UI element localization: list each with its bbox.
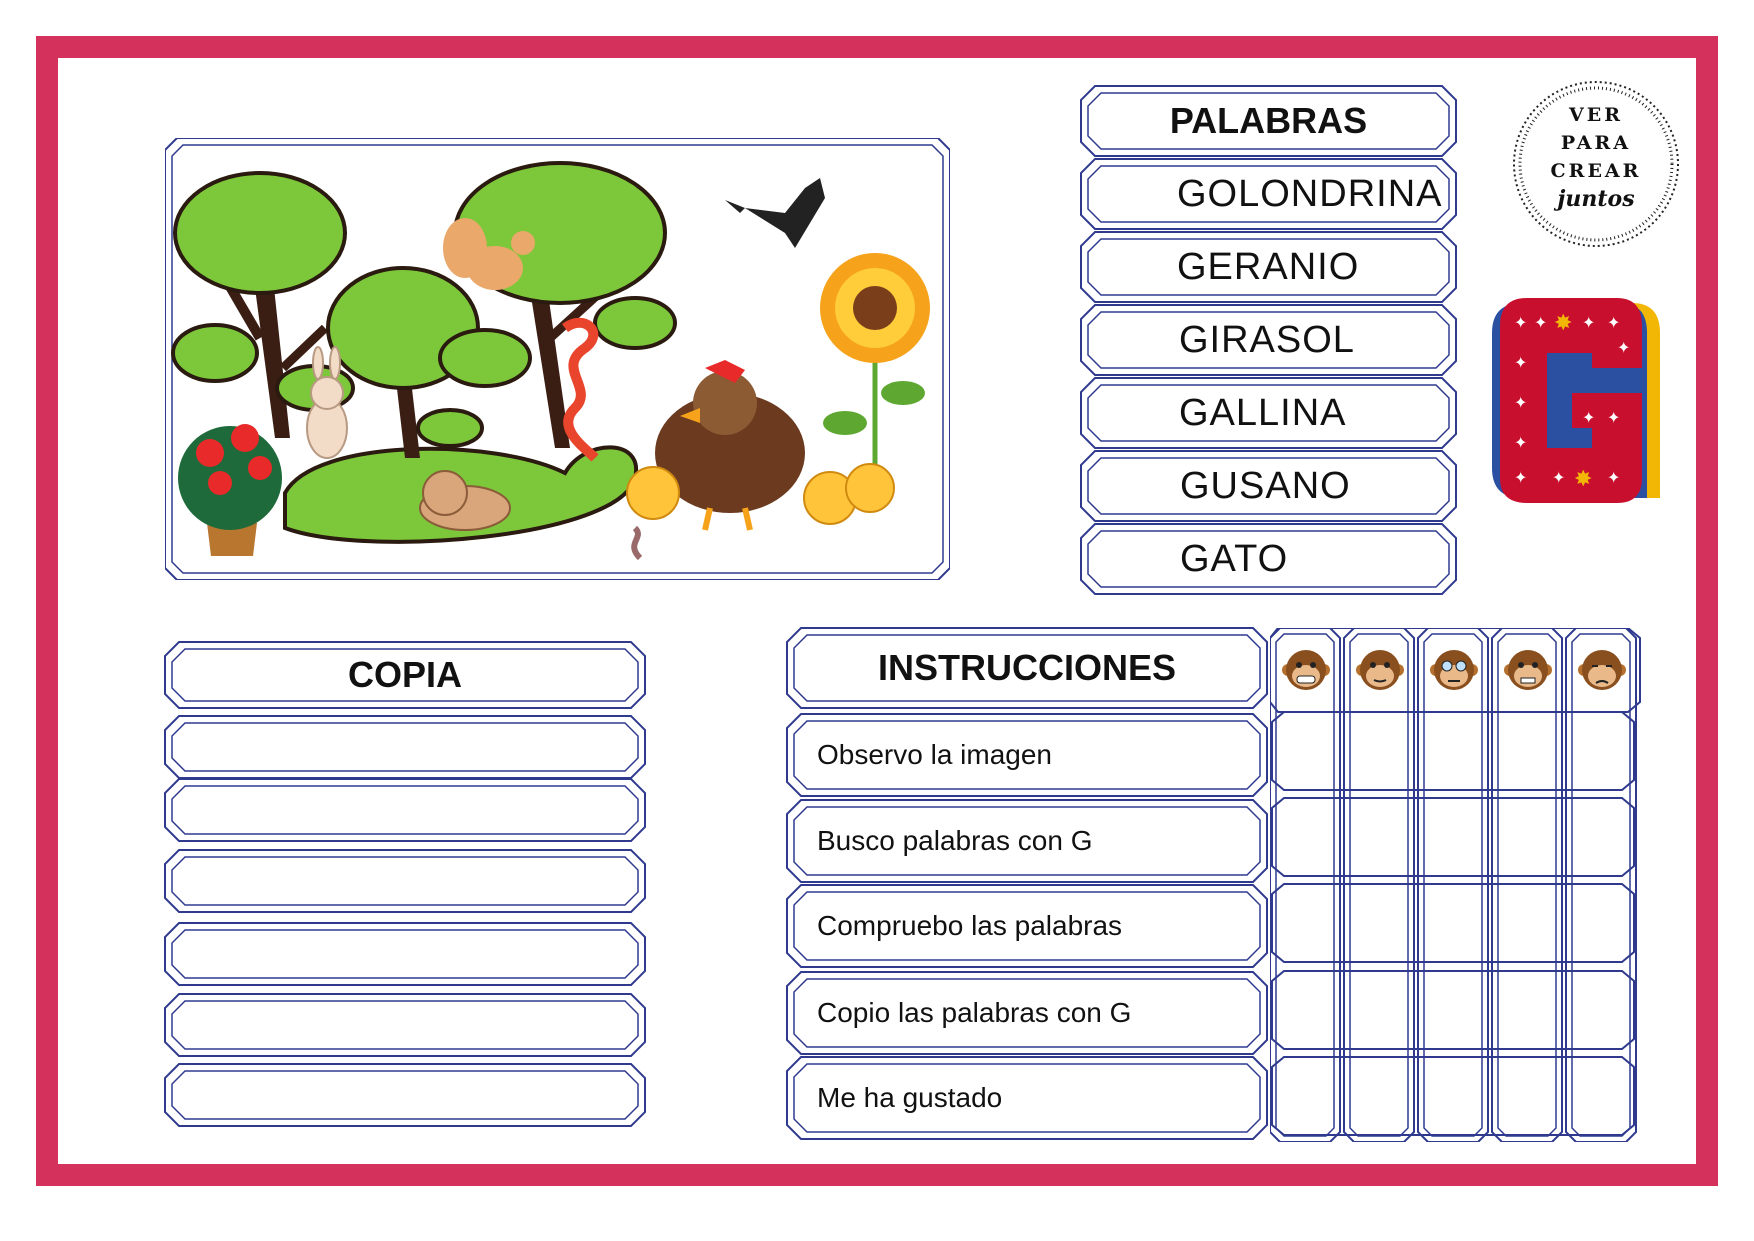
svg-text:✦: ✦: [1607, 468, 1621, 487]
palabras-title-box: [1081, 86, 1456, 156]
step-1: Observo la imagen: [817, 739, 1053, 770]
step-2: Busco palabras con G: [817, 825, 1093, 856]
neutral-monkey-icon[interactable]: [1356, 646, 1404, 694]
glasses-monkey-icon[interactable]: [1430, 646, 1478, 694]
word-gusano: GUSANO: [1180, 464, 1351, 507]
palabras-title: PALABRAS: [1169, 100, 1368, 141]
instrucciones-title-box: [787, 628, 1267, 708]
word-box-4: [1081, 378, 1456, 448]
copia-line-2[interactable]: [165, 779, 645, 841]
svg-text:✸: ✸: [1574, 467, 1593, 492]
logo-ver: VER: [1568, 104, 1623, 126]
big-letter-g-icon: [1492, 298, 1660, 508]
word-girasol: GIRASOL: [1179, 318, 1355, 361]
copia-line-6[interactable]: [165, 1064, 645, 1126]
svg-text:✦: ✦: [1552, 468, 1566, 487]
word-box-1: [1081, 159, 1456, 229]
copia-line-1[interactable]: [165, 716, 645, 778]
ver-para-crear-juntos-logo: [1512, 80, 1680, 248]
word-geranio: GERANIO: [1177, 245, 1360, 288]
instrucciones-title: INSTRUCCIONES: [877, 647, 1177, 688]
step-box-5: [787, 1057, 1267, 1139]
step-box-2: [787, 800, 1267, 882]
step-box-1: [787, 714, 1267, 796]
svg-text:✦: ✦: [1582, 313, 1596, 332]
svg-text:✦: ✦: [1534, 313, 1548, 332]
word-golondrina: GOLONDRINA: [1177, 172, 1443, 215]
svg-text:✦: ✦: [1514, 313, 1528, 332]
svg-text:✦: ✦: [1514, 433, 1528, 452]
word-gallina: GALLINA: [1179, 391, 1347, 434]
copia-line-4[interactable]: [165, 923, 645, 985]
svg-text:✦: ✦: [1514, 353, 1528, 372]
step-4: Copio las palabras con G: [817, 997, 1132, 1028]
sad-monkey-icon[interactable]: [1578, 646, 1626, 694]
step-5: Me ha gustado: [817, 1082, 1003, 1113]
word-gato: GATO: [1180, 537, 1289, 580]
word-box-5: [1081, 451, 1456, 521]
step-box-4: [787, 972, 1267, 1054]
logo-para: PARA: [1560, 132, 1632, 154]
word-box-2: [1081, 232, 1456, 302]
scene-illustration: [165, 138, 950, 580]
svg-text:✦: ✦: [1607, 313, 1621, 332]
svg-text:✦: ✦: [1514, 393, 1528, 412]
copia-line-5[interactable]: [165, 994, 645, 1056]
copia-title-box: [165, 642, 645, 708]
grimace-monkey-icon[interactable]: [1504, 646, 1552, 694]
logo-crear: CREAR: [1550, 160, 1642, 182]
copia-line-3[interactable]: [165, 850, 645, 912]
logo-juntos: juntos: [1557, 186, 1635, 212]
copia-title: COPIA: [347, 654, 462, 695]
word-box-6: [1081, 524, 1456, 594]
svg-text:✦: ✦: [1607, 408, 1621, 427]
grinning-monkey-icon[interactable]: [1282, 646, 1330, 694]
word-box-3: [1081, 305, 1456, 375]
step-box-3: [787, 885, 1267, 967]
svg-text:✸: ✸: [1554, 311, 1573, 336]
step-3: Compruebo las palabras: [817, 910, 1123, 941]
svg-text:✦: ✦: [1582, 408, 1596, 427]
svg-text:✦: ✦: [1617, 338, 1631, 357]
rating-grid: [1270, 628, 1642, 1142]
svg-text:✦: ✦: [1514, 468, 1528, 487]
